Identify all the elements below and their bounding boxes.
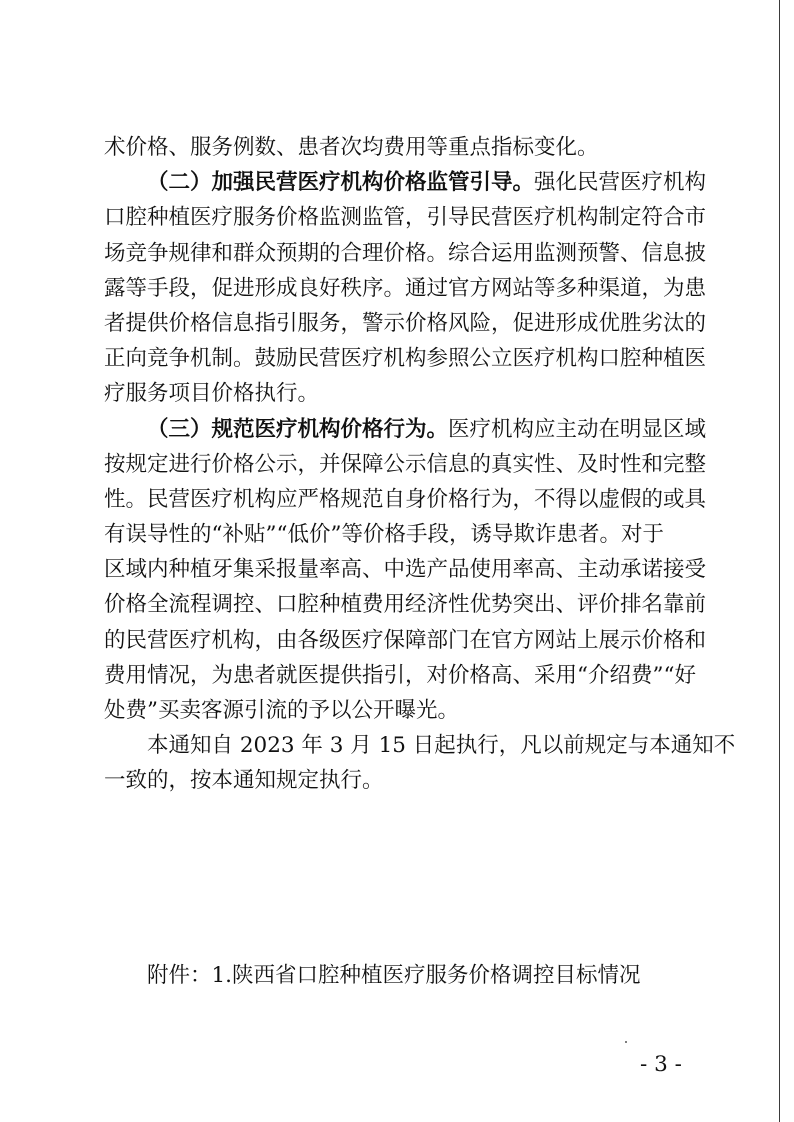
paragraph-line [104,341,707,376]
paragraph-line [104,236,707,271]
paragraph-line [104,623,707,658]
paragraph-line [104,271,707,306]
line-text: 疗服务项目价格执行。 [104,381,320,407]
scan-speck [625,1041,627,1043]
line-text: 者提供价格信息指引服务，警示价格风险，促进形成优胜劣汰的 [104,310,707,336]
line-text: 医疗机构应主动在明显区域 [448,416,707,442]
section-heading-3: （三）规范医疗机构价格行为。 [147,416,449,442]
body-text [104,130,736,799]
line-text: 费用情况，为患者就医提供指引，对价格高、采用“介绍费”“好 [104,662,696,688]
line-text: 露等手段，促进形成良好秩序。通过官方网站等多种渠道，为患 [104,275,707,301]
line-text: 按规定进行价格公示，并保障公示信息的真实性、及时性和完整 [104,451,707,477]
line-text: 正向竞争机制。鼓励民营医疗机构参照公立医疗机构口腔种植医 [104,346,707,372]
line-text: 本通知自 2023 年 3 月 15 日起执行，凡以前规定与本通知不 [147,733,736,759]
paragraph-line [104,376,698,411]
paragraph-line [104,728,736,763]
paragraph-line [104,482,707,517]
line-text: 口腔种植医疗服务价格监测监管，引导民营医疗机构制定符合市 [104,205,707,231]
paragraph-line [104,306,707,341]
page-number: - 3 - [640,1052,682,1077]
paragraph-line [104,200,707,235]
line-text: 区域内种植牙集采报量率高、中选产品使用率高、主动承诺接受 [104,557,707,583]
paragraph-line [104,763,698,798]
paragraph-line [104,130,698,165]
line-text: 性。民营医疗机构应严格规范自身价格行为，不得以虚假的或具 [104,486,707,512]
section-heading-2: （二）加强民营医疗机构价格监管引导。 [147,170,535,196]
line-text: 价格全流程调控、口腔种植费用经济性优势突出、评价排名靠前 [104,592,707,618]
line-text: 强化民营医疗机构 [534,170,707,196]
line-text: 的民营医疗机构，由各级医疗保障部门在官方网站上展示价格和 [104,627,707,653]
scan-edge-line [779,0,780,1122]
attachment-line: 附件：1.陕西省口腔种植医疗服务价格调控目标情况 [147,963,641,988]
paragraph-line [104,693,698,728]
line-text: 术价格、服务例数、患者次均费用等重点指标变化。 [104,135,599,160]
paragraph-line [104,165,707,200]
paragraph-line [104,658,698,693]
line-text: 一致的，按本通知规定执行。 [104,768,384,794]
paragraph-line [104,412,707,447]
paragraph-line [104,552,707,587]
paragraph-line [104,587,707,622]
line-text: 场竞争规律和群众预期的合理价格。综合运用监测预警、信息披 [104,240,707,266]
line-text: 有误导性的“补贴”“低价”等价格手段，诱导欺诈患者。对于 [104,522,664,548]
line-text: 处费”买卖客源引流的予以公开曝光。 [104,698,459,723]
paragraph-line [104,517,698,552]
paragraph-line [104,447,707,482]
